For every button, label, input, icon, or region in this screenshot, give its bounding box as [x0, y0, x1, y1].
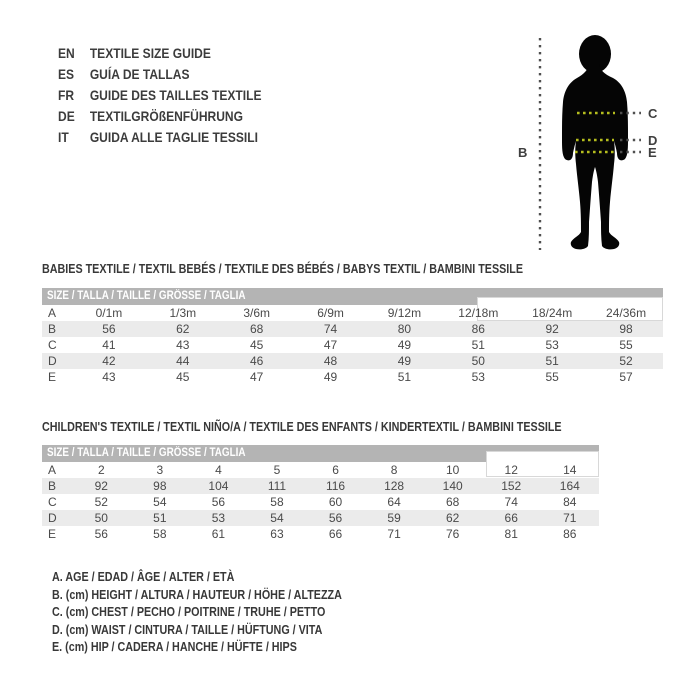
size-value-cell: 54	[153, 495, 167, 509]
size-value-cell: 1/3m	[169, 306, 197, 320]
size-value-cell: 66	[328, 527, 343, 541]
size-value-cell: 56	[102, 322, 116, 336]
size-value-cell: 60	[328, 495, 343, 509]
children-table-rows	[42, 462, 599, 542]
language-code: FR	[58, 87, 75, 103]
size-value-cell: 50	[471, 354, 485, 368]
size-value-cell: 45	[176, 370, 190, 384]
size-table-row	[42, 494, 599, 510]
size-value-cell: 58	[270, 495, 284, 509]
size-table-row	[42, 321, 663, 337]
size-value-cell: 111	[267, 479, 287, 493]
row-label: B	[48, 479, 57, 493]
size-value-cell: 9/12m	[387, 306, 422, 320]
row-label: C	[48, 495, 57, 509]
row-label: B	[48, 322, 57, 336]
babies-table-rows	[42, 305, 663, 385]
size-value-cell: 56	[328, 511, 343, 525]
size-value-cell: 57	[619, 370, 633, 384]
size-value-cell: 18/24m	[532, 306, 573, 320]
size-table-row	[42, 462, 599, 478]
language-row-fr	[58, 85, 262, 106]
child-silhouette-svg	[508, 24, 680, 256]
size-value-cell: 84	[563, 495, 577, 509]
size-value-cell: 128	[384, 479, 405, 493]
size-value-cell: 0/1m	[95, 306, 123, 320]
size-value-cell: 59	[387, 511, 401, 525]
size-value-cell: 10	[445, 463, 460, 477]
size-value-cell: 43	[176, 338, 190, 352]
size-table-row	[42, 478, 599, 494]
measurement-legend	[52, 569, 389, 657]
size-value-cell: 104	[208, 479, 229, 493]
size-value-cell: 140	[442, 479, 463, 493]
size-value-cell: 64	[387, 495, 401, 509]
language-code: ES	[58, 66, 75, 82]
hip-label: E	[648, 145, 657, 160]
size-value-cell: 49	[323, 370, 338, 384]
size-value-cell: 74	[323, 322, 338, 336]
size-value-cell: 51	[397, 370, 412, 384]
measurement-figure	[508, 24, 680, 256]
size-value-cell: 5	[273, 463, 281, 477]
size-value-cell: 49	[397, 338, 412, 352]
size-value-cell: 76	[445, 527, 460, 541]
size-header-label: SIZE / TALLA / TAILLE / GRÖSSE / TAGLIA	[47, 290, 246, 302]
row-label: E	[48, 370, 57, 384]
language-row-de	[58, 106, 262, 127]
row-label: E	[48, 527, 57, 541]
size-value-cell: 50	[94, 511, 108, 525]
size-value-cell: 49	[397, 354, 412, 368]
language-title-list	[58, 43, 295, 148]
size-value-cell: 42	[102, 354, 116, 368]
babies-section-title: BABIES TEXTILE / TEXTIL BEBÉS / TEXTILE DES BÉBÉS / BABYS TEXTIL / BAMBINI TESSILE	[42, 262, 524, 276]
size-value-cell: 164	[559, 479, 580, 493]
size-value-cell: 55	[619, 338, 633, 352]
size-value-cell: 81	[504, 527, 518, 541]
row-label: D	[48, 354, 57, 368]
size-value-cell: 24/36m	[606, 306, 647, 320]
size-value-cell: 61	[211, 527, 226, 541]
size-value-cell: 52	[94, 495, 108, 509]
size-value-cell: 12	[504, 463, 518, 477]
children-size-table	[42, 445, 599, 542]
size-value-cell: 47	[250, 370, 264, 384]
size-value-cell: 86	[563, 527, 577, 541]
size-value-cell: 43	[102, 370, 116, 384]
size-value-cell: 52	[619, 354, 633, 368]
size-table-row	[42, 369, 663, 385]
size-header-label: SIZE / TALLA / TAILLE / GRÖSSE / TAGLIA	[47, 447, 246, 459]
size-value-cell: 3/6m	[243, 306, 271, 320]
size-value-cell: 14	[563, 463, 577, 477]
language-row-en	[58, 43, 262, 64]
size-value-cell: 48	[323, 354, 338, 368]
size-value-cell: 47	[323, 338, 338, 352]
chest-label: C	[648, 106, 658, 121]
size-value-cell: 71	[563, 511, 577, 525]
size-value-cell: 63	[270, 527, 284, 541]
size-value-cell: 46	[250, 354, 264, 368]
guide-title-fr: GUIDE DES TAILLES TEXTILE	[89, 87, 262, 103]
size-value-cell: 51	[545, 354, 559, 368]
size-value-cell: 68	[250, 322, 264, 336]
size-value-cell: 4	[215, 463, 222, 477]
size-value-cell: 8	[390, 463, 398, 477]
size-value-cell: 98	[153, 479, 167, 493]
size-value-cell: 44	[176, 354, 190, 368]
size-value-cell: 2	[97, 463, 105, 477]
size-table-row	[42, 305, 663, 321]
row-label: C	[48, 338, 57, 352]
row-label: D	[48, 511, 57, 525]
child-silhouette	[562, 35, 628, 249]
row-label: A	[48, 306, 57, 320]
size-value-cell: 74	[504, 495, 518, 509]
size-value-cell: 62	[176, 322, 190, 336]
guide-title-de: TEXTILGRÖßENFÜHRUNG	[89, 108, 243, 124]
size-value-cell: 71	[387, 527, 401, 541]
legend-height: B. (cm) HEIGHT / ALTURA / HAUTEUR / HÖHE / ALTEZZA	[52, 587, 342, 602]
size-value-cell: 58	[153, 527, 167, 541]
size-value-cell: 51	[153, 511, 167, 525]
size-value-cell: 3	[156, 463, 164, 477]
legend-chest: C. (cm) CHEST / PECHO / POITRINE / TRUHE / PETTO	[52, 605, 326, 619]
size-value-cell: 116	[325, 479, 346, 493]
size-value-cell: 92	[94, 479, 108, 493]
legend-hip: E. (cm) HIP / CADERA / HANCHE / HÜFTE / HIPS	[52, 640, 297, 654]
size-value-cell: 86	[471, 322, 485, 336]
language-code: EN	[58, 45, 75, 61]
size-value-cell: 66	[504, 511, 518, 525]
size-value-cell: 55	[545, 370, 559, 384]
size-value-cell: 68	[445, 495, 460, 509]
guide-title-es: GUÍA DE TALLAS	[89, 66, 190, 82]
size-value-cell: 92	[545, 322, 559, 336]
row-label: A	[48, 463, 57, 477]
size-value-cell: 12/18m	[458, 306, 499, 320]
size-value-cell: 54	[270, 511, 284, 525]
language-code: DE	[58, 108, 75, 124]
size-value-cell: 53	[545, 338, 559, 352]
size-value-cell: 98	[619, 322, 633, 336]
language-row-it	[58, 127, 262, 148]
language-code: IT	[58, 129, 69, 145]
size-value-cell: 6	[332, 463, 339, 477]
size-table-row	[42, 510, 599, 526]
babies-size-table	[42, 288, 663, 385]
legend-waist: D. (cm) WAIST / CINTURA / TAILLE / HÜFTUNG / VITA	[52, 622, 323, 637]
size-table-row	[42, 526, 599, 542]
height-label: B	[518, 145, 528, 160]
size-value-cell: 152	[501, 479, 522, 493]
size-value-cell: 45	[250, 338, 264, 352]
size-value-cell: 80	[397, 322, 412, 336]
children-section-title: CHILDREN'S TEXTILE / TEXTIL NIÑO/A / TEXTILE DES ENFANTS / KINDERTEXTIL / BAMBINI TESSILE	[42, 420, 562, 434]
waist-label: D	[648, 133, 658, 148]
size-value-cell: 56	[94, 527, 108, 541]
guide-title-en: TEXTILE SIZE GUIDE	[89, 45, 211, 61]
size-value-cell: 41	[102, 338, 116, 352]
size-value-cell: 53	[471, 370, 485, 384]
size-value-cell: 53	[211, 511, 226, 525]
size-table-row	[42, 337, 663, 353]
legend-age: A. AGE / EDAD / ÂGE / ALTER / ETÀ	[52, 570, 235, 584]
size-table-row	[42, 353, 663, 369]
size-value-cell: 62	[445, 511, 460, 525]
size-value-cell: 56	[211, 495, 226, 509]
guide-title-it: GUIDA ALLE TAGLIE TESSILI	[89, 129, 258, 145]
language-row-es	[58, 64, 262, 85]
size-value-cell: 51	[471, 338, 485, 352]
size-value-cell: 6/9m	[317, 306, 344, 320]
